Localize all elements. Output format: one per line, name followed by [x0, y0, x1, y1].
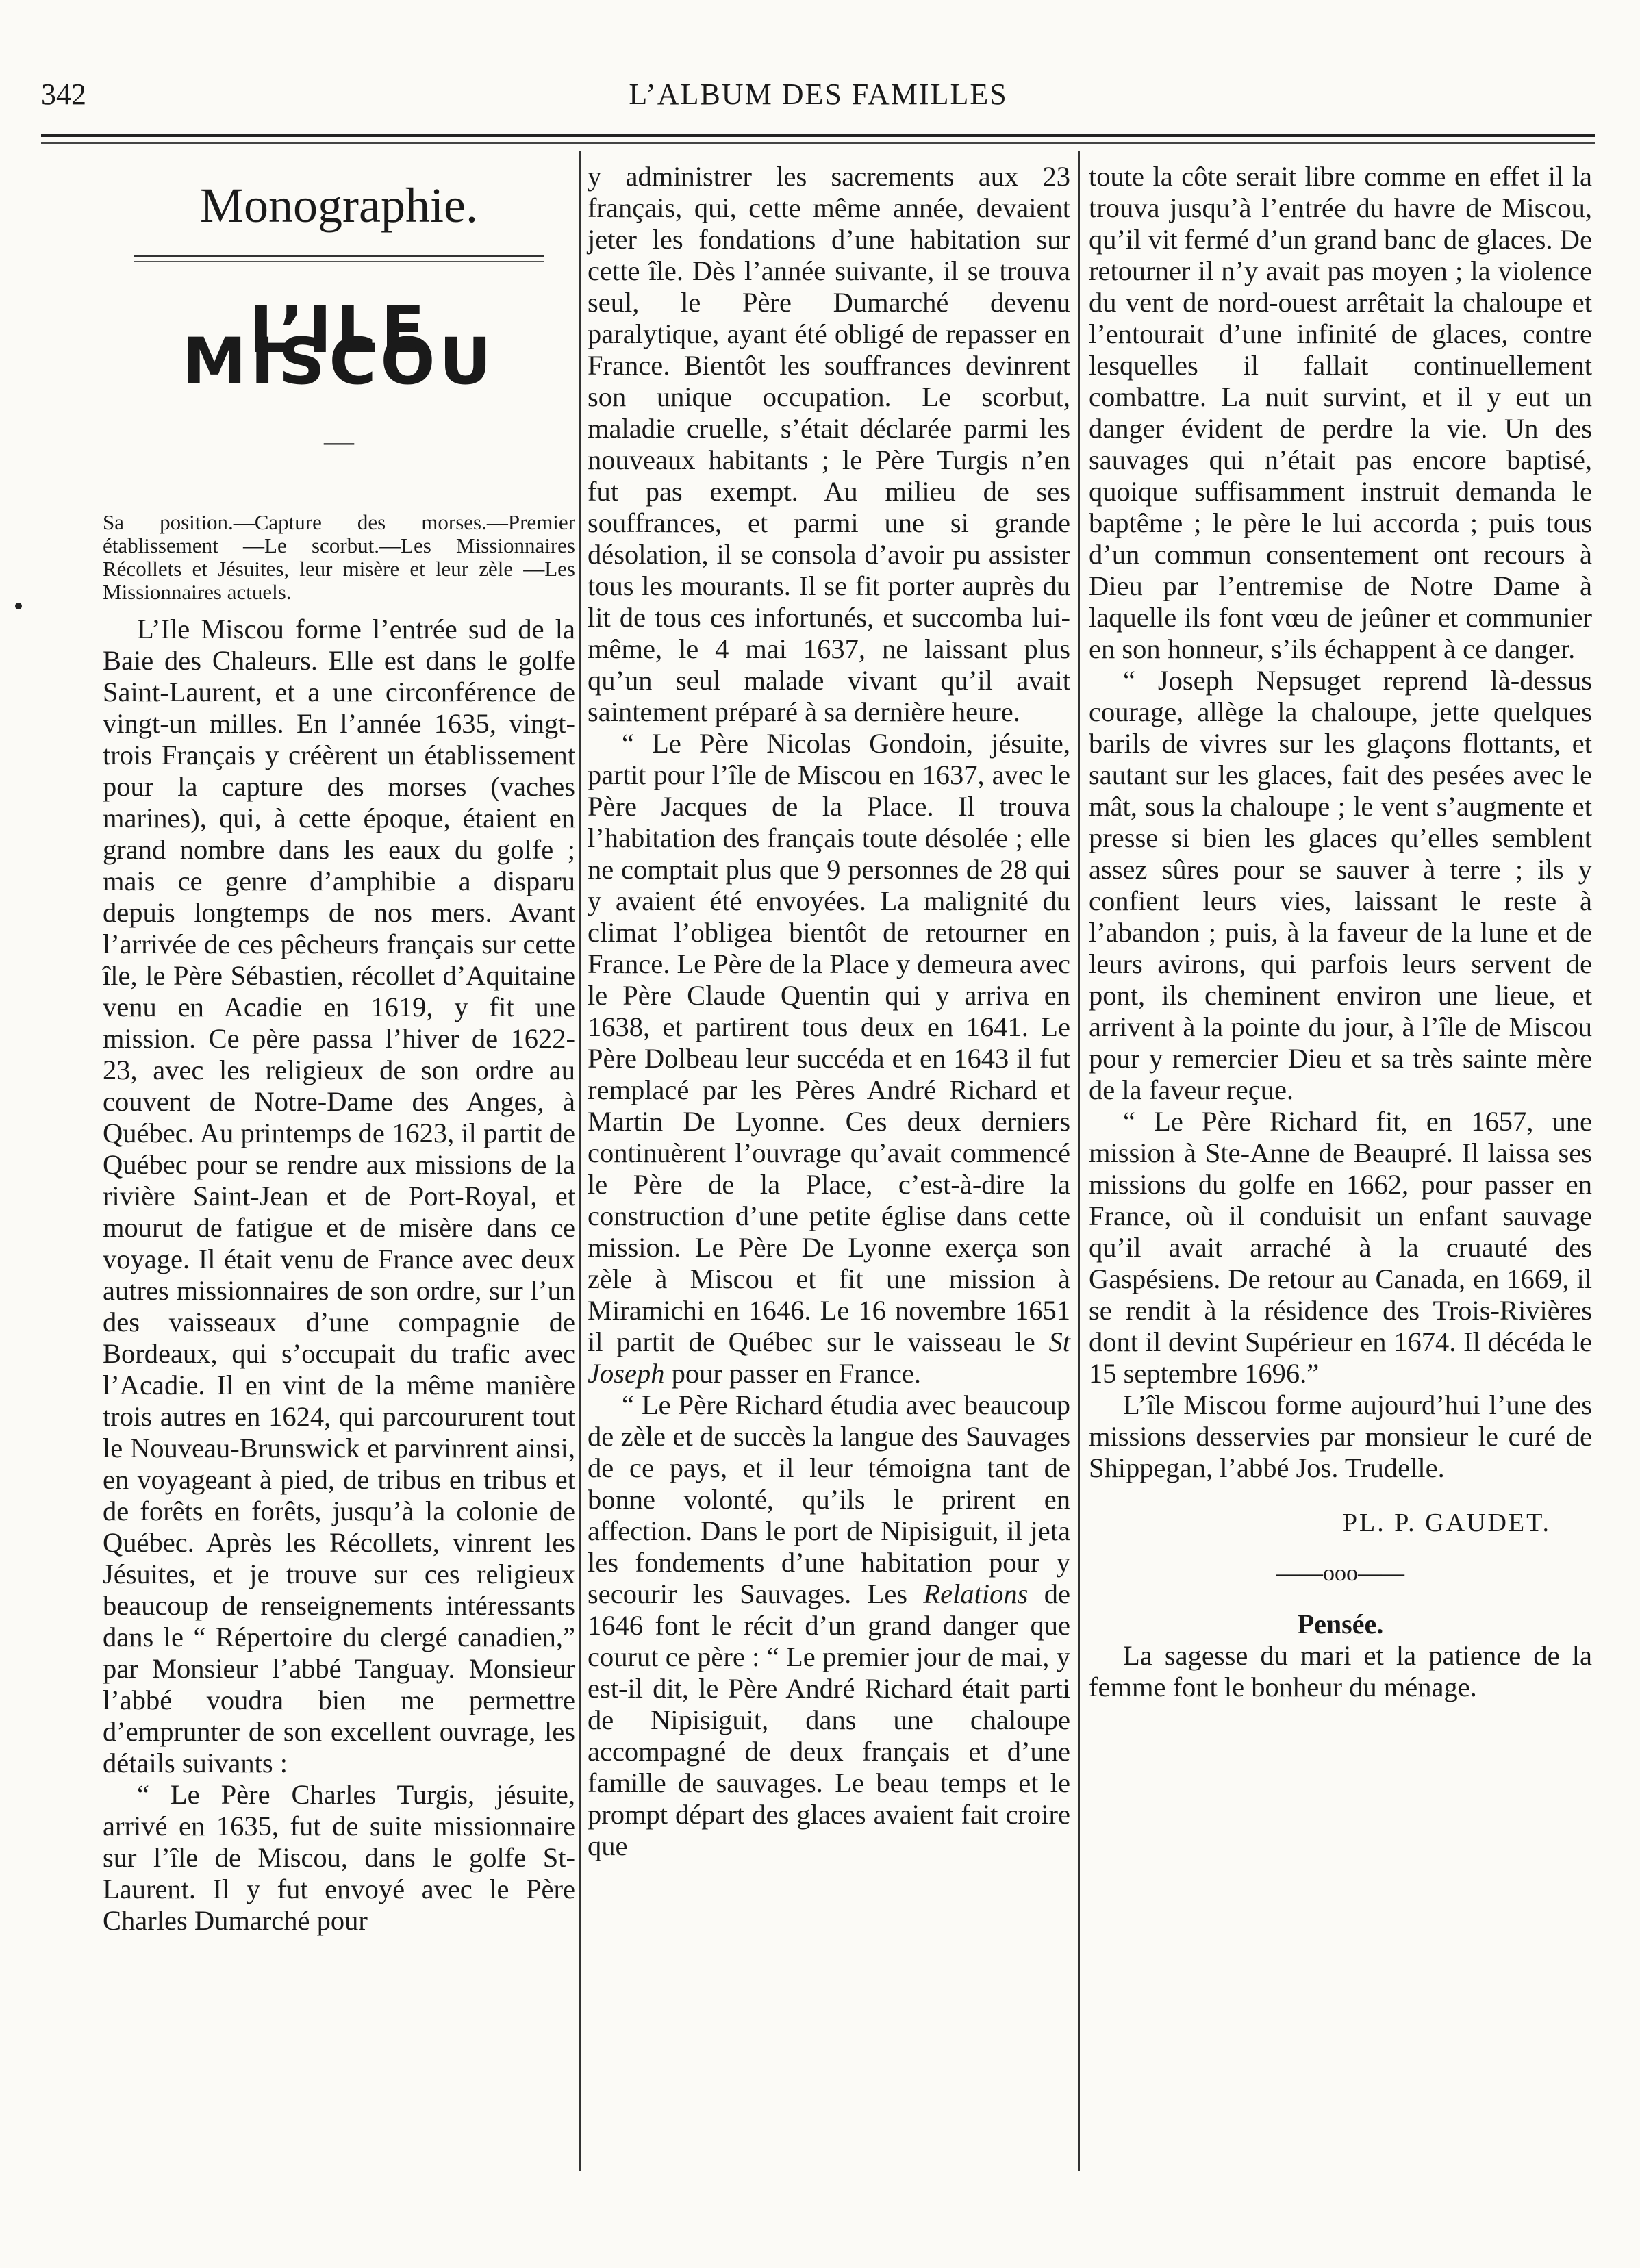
article-title: L’ILE MISCOU: [182, 293, 496, 399]
section-rule: [134, 255, 544, 257]
header-rule: [41, 134, 1595, 137]
page-header: [41, 77, 1595, 131]
text-run: de 1646 font le récit d’un grand danger que courut ce père : “ Le premier jour de mai, y est-il dit, le Père André Richard était parti de Nipisiguit, dans une chaloupe accompagné de deux français et d’une famille de sauvages. Le beau temps et le prompt départ des glaces avaient fait croire que: [588, 1578, 1070, 1861]
paragraph: “ Le Père Charles Turgis, jésuite, arrivé en 1635, fut de suite missionnaire sur l’île de Miscou, dans le golfe St-Laurent. Il y fut envoyé avec le Père Charles Dumarché pour: [103, 1779, 575, 1936]
paragraph: toute la côte serait libre comme en effet il la trouva jusqu’à l’entrée du havre de Miscou, qu’il vit fermé d’un grand banc de glaces. De retourner il n’y avait pas moyen ; la violence du vent de nord-ouest arrêtait la chaloupe et l’entourait d’une infinité de glaces, contre lesquelles il fallait continuellement combattre. La nuit survint, et il y eut un danger évident de perdre la vie. Un des sauvages qui n’était pas encore baptisé, quoique suffisamment instruit demanda le baptême ; le père le lui accorda ; puis tous d’un commun consentement ont recours à Dieu par l’entremise de Notre Dame à laquelle ils font vœu de jeûner et communier en son honneur, s’ils échappent à ce danger.: [1089, 161, 1592, 664]
paragraph: “ Joseph Nepsuget reprend là-dessus courage, allège la chaloupe, jette quelques barils de vivres sur les glaçons flottants, et sautant sur les glaces, fait des pesées avec le mât, sous la chaloupe ; le vent s’augmente et presse si bien les glaces qu’elles semblent assez sûres pour se sauver à terre ; ils y confient leurs vies, laissant le reste à l’abandon ; puis, à la faveur de la lune et de leurs avirons, qui parfois leurs servent de pont, ils cheminent environ une lieue, et arrivent à la pointe du jour, à l’île de Miscou pour y remercier Dieu et sa très sainte mère de la faveur reçue.: [1089, 665, 1592, 1105]
paragraph: “ Le Père Richard fit, en 1657, une mission à Ste-Anne de Beaupré. Il laissa ses missions du golfe en 1662, pour passer en France, où il conduisit un enfant sauvage qu’il avait arraché à la cruauté des Gaspésiens. De retour au Canada, en 1669, il se rendit à la résidence des Trois-Rivières dont il devint Supérieur en 1674. Il décéda le 15 septembre 1696.”: [1089, 1106, 1592, 1389]
title-dash: —: [324, 425, 354, 458]
column-divider: [1078, 151, 1080, 2171]
separator: ——ooo——: [1276, 1561, 1404, 1586]
paragraph: L’Ile Miscou forme l’entrée sud de la Baie des Chaleurs. Elle est dans le golfe Saint-Laurent, et a une circonférence de vingt-un milles. En l’année 1635, vingt-trois Français y créèrent un établissement pour la capture des morses (vaches marines), qui, à cette époque, étaient en grand nombre dans les eaux du golfe ; mais ce genre d’amphibie a disparu depuis longtemps de nos mers. Avant l’arrivée de ces pêcheurs français sur cette île, le Père Sébastien, récollet d’Aquitaine venu en Acadie en 1619, y fit une mission. Ce père passa l’hiver de 1622-23, avec les religieux de son ordre au couvent de Notre-Dame des Anges, à Québec. Au printemps de 1623, il partit de Québec pour se rendre aux missions de la rivière Saint-Jean et de Port-Royal, et mourut de fatigue et de misère dans ce voyage. Il était venu de France avec deux autres missionnaires de son ordre, sur l’un des vaisseaux d’une compagnie de Bordeaux, qui s’occupait du trafic avec l’Acadie. Il en vint de la même manière trois autres en 1624, qui parcoururent tout le Nouveau-Brunswick et parvinrent ainsi, en voyageant à pied, de tribus en tribus et de forêts en forêts, jusqu’à la colonie de Québec. Après les Récollets, vinrent les Jésuites, et je trouve sur ces religieux beaucoup de renseignements intéressants dans le “ Répertoire du clergé canadien,” par Monsieur l’abbé Tanguay. Monsieur l’abbé voudra bien me permettre d’emprunter de son excellent ouvrage, les détails suivants :: [103, 614, 575, 1778]
paragraph: [588, 1389, 1070, 1862]
article-summary: Sa position.—Capture des morses.—Premier établissement —Le scorbut.—Les Missionnaires Récollets et Jésuites, leur misère et leur zèle —Les Missionnaires actuels.: [103, 510, 575, 604]
text-run: “ Le Père Nicolas Gondoin, jésuite, partit pour l’île de Miscou en 1637, avec le Père Jacques de la Place. Il trouva l’habitation des français toute désolée ; elle ne comptait plus que 9 personnes de 28 qui y avaient été envoyées. La malignité du climat l’obligea bientôt de retourner en France. Le Père de la Place y demeura avec le Père Claude Quentin qui y arriva en 1638, et partirent tous deux en 1641. Le Père Dolbeau leur succéda et en 1643 il fut remplacé par les Pères André Richard et Martin De Lyonne. Ces deux derniers continuèrent l’ouvrage qu’avait commencé le Père de la Place, c’est-à-dire la construction d’une petite église dans cette mission. Le Père De Lyonne exerça son zèle à Miscou et fit une mission à Miramichi en 1646. Le 16 novembre 1651 il partit de Québec sur le vaisseau le: [588, 728, 1070, 1357]
paragraph: L’île Miscou forme aujourd’hui l’une des missions desservies par monsieur le curé de Shippegan, l’abbé Jos. Trudelle.: [1089, 1389, 1592, 1483]
paragraph: [588, 728, 1070, 1389]
header-rule-thin: [41, 142, 1595, 144]
ship-name: St Joseph: [588, 1326, 1071, 1389]
running-title: L’ALBUM DES FAMILLES: [629, 77, 1008, 111]
section-heading: Monographie.: [200, 178, 478, 233]
paragraph: y administrer les sacrements aux 23 français, qui, cette même année, devaient jeter les fondations d’une habitation sur cette île. Dès l’année suivante, il se trouva seul, le Père Dumarché devenu paralytique, ayant été obligé de repasser en France. Bientôt les souffrances devinrent son unique occupation. Le scorbut, maladie cruelle, s’était déclarée parmi les nouveaux habitants ; le Père Turgis n’en fut pas exempt. Au milieu de ses souffrances, et parmi une si grande désolation, il se consola d’avoir pu assister tous les mourants. Il se fit porter auprès du lit de tous ces infortunés, et succomba lui-même, le 4 mai 1637, ne laissant plus qu’un seul malade vivant qu’il avait saintement préparé à sa dernière heure.: [588, 161, 1070, 727]
pensee-heading: Pensée.: [1297, 1609, 1384, 1639]
column-3: [1089, 161, 1592, 1703]
relations-title: Relations: [923, 1578, 1029, 1609]
text-run: “ Le Père Richard étudia avec beaucoup de zèle et de succès la langue des Sauvages de ce pays, et il leur témoigna tant de bonne volonté, qu’ils le prirent en affection. Dans le port de Nipisiguit, il jeta les fondements d’une habitation pour y secourir les Sauvages. Les: [588, 1389, 1070, 1609]
text-run: pour passer en France.: [671, 1358, 921, 1389]
column-2: [588, 161, 1070, 1862]
column-1: [103, 161, 575, 1937]
section-rule-thin: [134, 261, 544, 262]
margin-dot: [15, 603, 22, 609]
page-number: 342: [41, 77, 86, 111]
author-signature: PL. P. GAUDET.: [1342, 1509, 1551, 1537]
pensee-text: La sagesse du mari et la patience de la femme font le bonheur du ménage.: [1089, 1640, 1592, 1702]
column-divider: [579, 151, 581, 2171]
